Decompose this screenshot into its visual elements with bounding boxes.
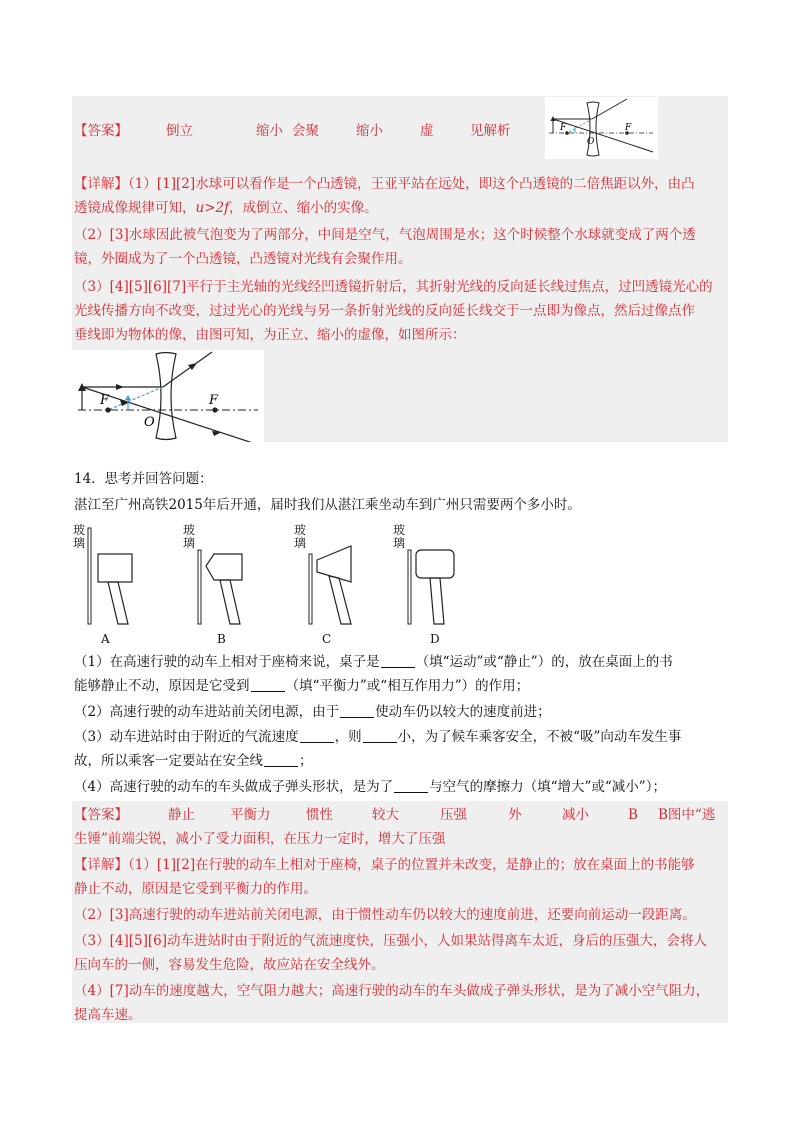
q13-detail-line-7: 垂线即为物体的像，由图可知，为正立、缩小的虚像，如图所示： [74, 327, 466, 343]
glass-label-b: 玻 璃 [182, 523, 195, 550]
answer-4: 缩小 [356, 123, 383, 139]
q14-answer-6: 外 [508, 807, 522, 823]
q14-answer-continued: 生锤”前端尖锐，减小了受力面积，在压力一定时，增大了压强 [74, 831, 446, 847]
concave-lens-ray-diagram [72, 350, 264, 442]
q14-detail-line-1: 【详解】（1）[1][2]在行驶的动车上相对于座椅，桌子的位置并未改变，是静止的；放在桌面上的书能够 [74, 857, 695, 873]
q14-detail-line-3: （2）[3]高速行驶的动车进站前关闭电源，由于惯性动车仍以较大的速度前进，还要向前运动一段距离。 [74, 907, 696, 923]
svg-text:F: F [625, 123, 632, 133]
q14-title: 14．思考并回答问题： [74, 471, 213, 487]
q14-detail-line-7: 提高车速。 [74, 1007, 142, 1023]
q14-answer-9: B图中“逃 [658, 807, 716, 823]
answer-1: 倒立 [166, 123, 193, 139]
blank-1[interactable] [381, 653, 415, 668]
q14-detail-line-4: （3）[4][5][6]动车进站时由于附近的气流速度快，压强小，人如果站得离车太近，身后的压强大，会将人 [74, 933, 707, 949]
answer-6: 见解析 [470, 123, 511, 139]
hammer-d-figure [392, 524, 472, 629]
q14-answer-3: 惯性 [306, 807, 333, 823]
blank-6[interactable] [264, 752, 298, 767]
hammer-d-letter: D [430, 632, 440, 646]
q14-question-4: （4）高速行驶的动车的车头做成子弹头形状，是为了 与空气的摩擦力（填“增大”或“减小”）； [74, 779, 666, 795]
hammer-a-letter: A [101, 632, 110, 646]
q13-detail-line-1: 【详解】（1）[1][2]水球可以看作是一个凸透镜，王亚平站在远处，即这个凸透镜的二倍焦距以外，由凸 [74, 176, 695, 192]
q14-question-2: （2）高速行驶的动车进站前关闭电源，由于 使动车仍以较大的速度前进； [74, 704, 551, 720]
q13-detail-line-2: 透镜成像规律可知，u>2f，成倒立、缩小的实像。 [74, 200, 378, 216]
hammer-c-figure [293, 524, 373, 629]
svg-text:O: O [587, 137, 595, 147]
focus-left-label: F [100, 393, 110, 408]
q13-detail-line-4: 镜，外圈成为了一个凸透镜，凸透镜对光线有会聚作用。 [74, 251, 412, 267]
hammer-b-letter: B [217, 632, 226, 646]
q14-detail-line-2: 静止不动，原因是它受到平衡力的作用。 [74, 881, 317, 897]
blank-7[interactable] [394, 778, 428, 793]
blank-3[interactable] [340, 703, 374, 718]
hammer-a-figure [72, 524, 152, 629]
q14-question-1-line-2: 能够静止不动，原因是它受到 （填“平衡力”或“相互作用力”）的作用； [74, 678, 530, 694]
glass-label-c: 玻 璃 [293, 523, 306, 550]
q13-detail-line-3: （2）[3]水球因此被气泡变为了两部分，中间是空气，气泡周围是水；这个时候整个水球就变成了两个透 [74, 227, 696, 243]
q14-answer-5: 压强 [440, 807, 467, 823]
q14-answer-row [74, 805, 728, 825]
q14-question-3-line-2: 故，所以乘客一定要站在安全线 ； [74, 753, 313, 769]
q14-answer-1: 静止 [168, 807, 195, 823]
q14-answer-8: B [628, 807, 638, 823]
small-concave-lens-diagram [545, 97, 658, 159]
answer-label: 【答案】 [74, 123, 128, 139]
q14-question-1-line-1: （1）在高速行驶的动车上相对于座椅来说，桌子是 （填“运动”或“静止”）的，放在桌面上的书 [74, 654, 673, 670]
optical-center-label: O [144, 415, 155, 430]
blank-2[interactable] [251, 677, 285, 692]
q14-answer-2: 平衡力 [230, 807, 271, 823]
glass-label-d: 玻 璃 [392, 523, 405, 550]
answer-5: 虚 [420, 123, 434, 139]
answer-3: 会聚 [292, 123, 319, 139]
focus-right-label: F [209, 393, 219, 408]
formula: u>2f [195, 200, 230, 216]
q14-detail-line-5: 压向车的一侧，容易发生危险，故应站在安全线外。 [74, 957, 385, 973]
blank-5[interactable] [363, 728, 397, 743]
q13-detail-line-5: （3）[4][5][6][7]平行于主光轴的光线经凹透镜折射后，其折射光线的反向延长线过焦点，过凹透镜光心的 [74, 279, 713, 295]
q14-intro: 湛江至广州高铁2015年后开通，届时我们从湛江乘坐动车到广州只需要两个多小时。 [74, 497, 581, 513]
q14-detail-line-6: （4）[7]动车的速度越大，空气阻力越大；高速行驶的动车的车头做成子弹头形状，是为了减小空气阻力， [74, 983, 710, 999]
glass-label-a: 玻 璃 [72, 523, 85, 550]
q14-question-3-line-1: （3）动车进站时由于附近的气流速度 ，则 小，为了候车乘客安全，不被“吸”向动车发生事 [74, 729, 682, 745]
blank-4[interactable] [300, 728, 334, 743]
answer-2: 缩小 [256, 123, 283, 139]
q13-detail-line-6: 光线传播方向不改变，过过光心的光线与另一条折射光线的反向延长线交于一点即为像点，然后过像点作 [74, 303, 695, 319]
svg-text:F: F [560, 123, 567, 133]
q14-answer-label: 【答案】 [74, 807, 128, 823]
detail-label: 【详解】 [74, 176, 128, 192]
q14-answer-7: 减小 [562, 807, 589, 823]
q14-answer-4: 较大 [372, 807, 399, 823]
hammer-c-letter: C [322, 632, 332, 646]
hammer-b-figure [182, 524, 262, 629]
q14-detail-label: 【详解】 [74, 857, 128, 873]
